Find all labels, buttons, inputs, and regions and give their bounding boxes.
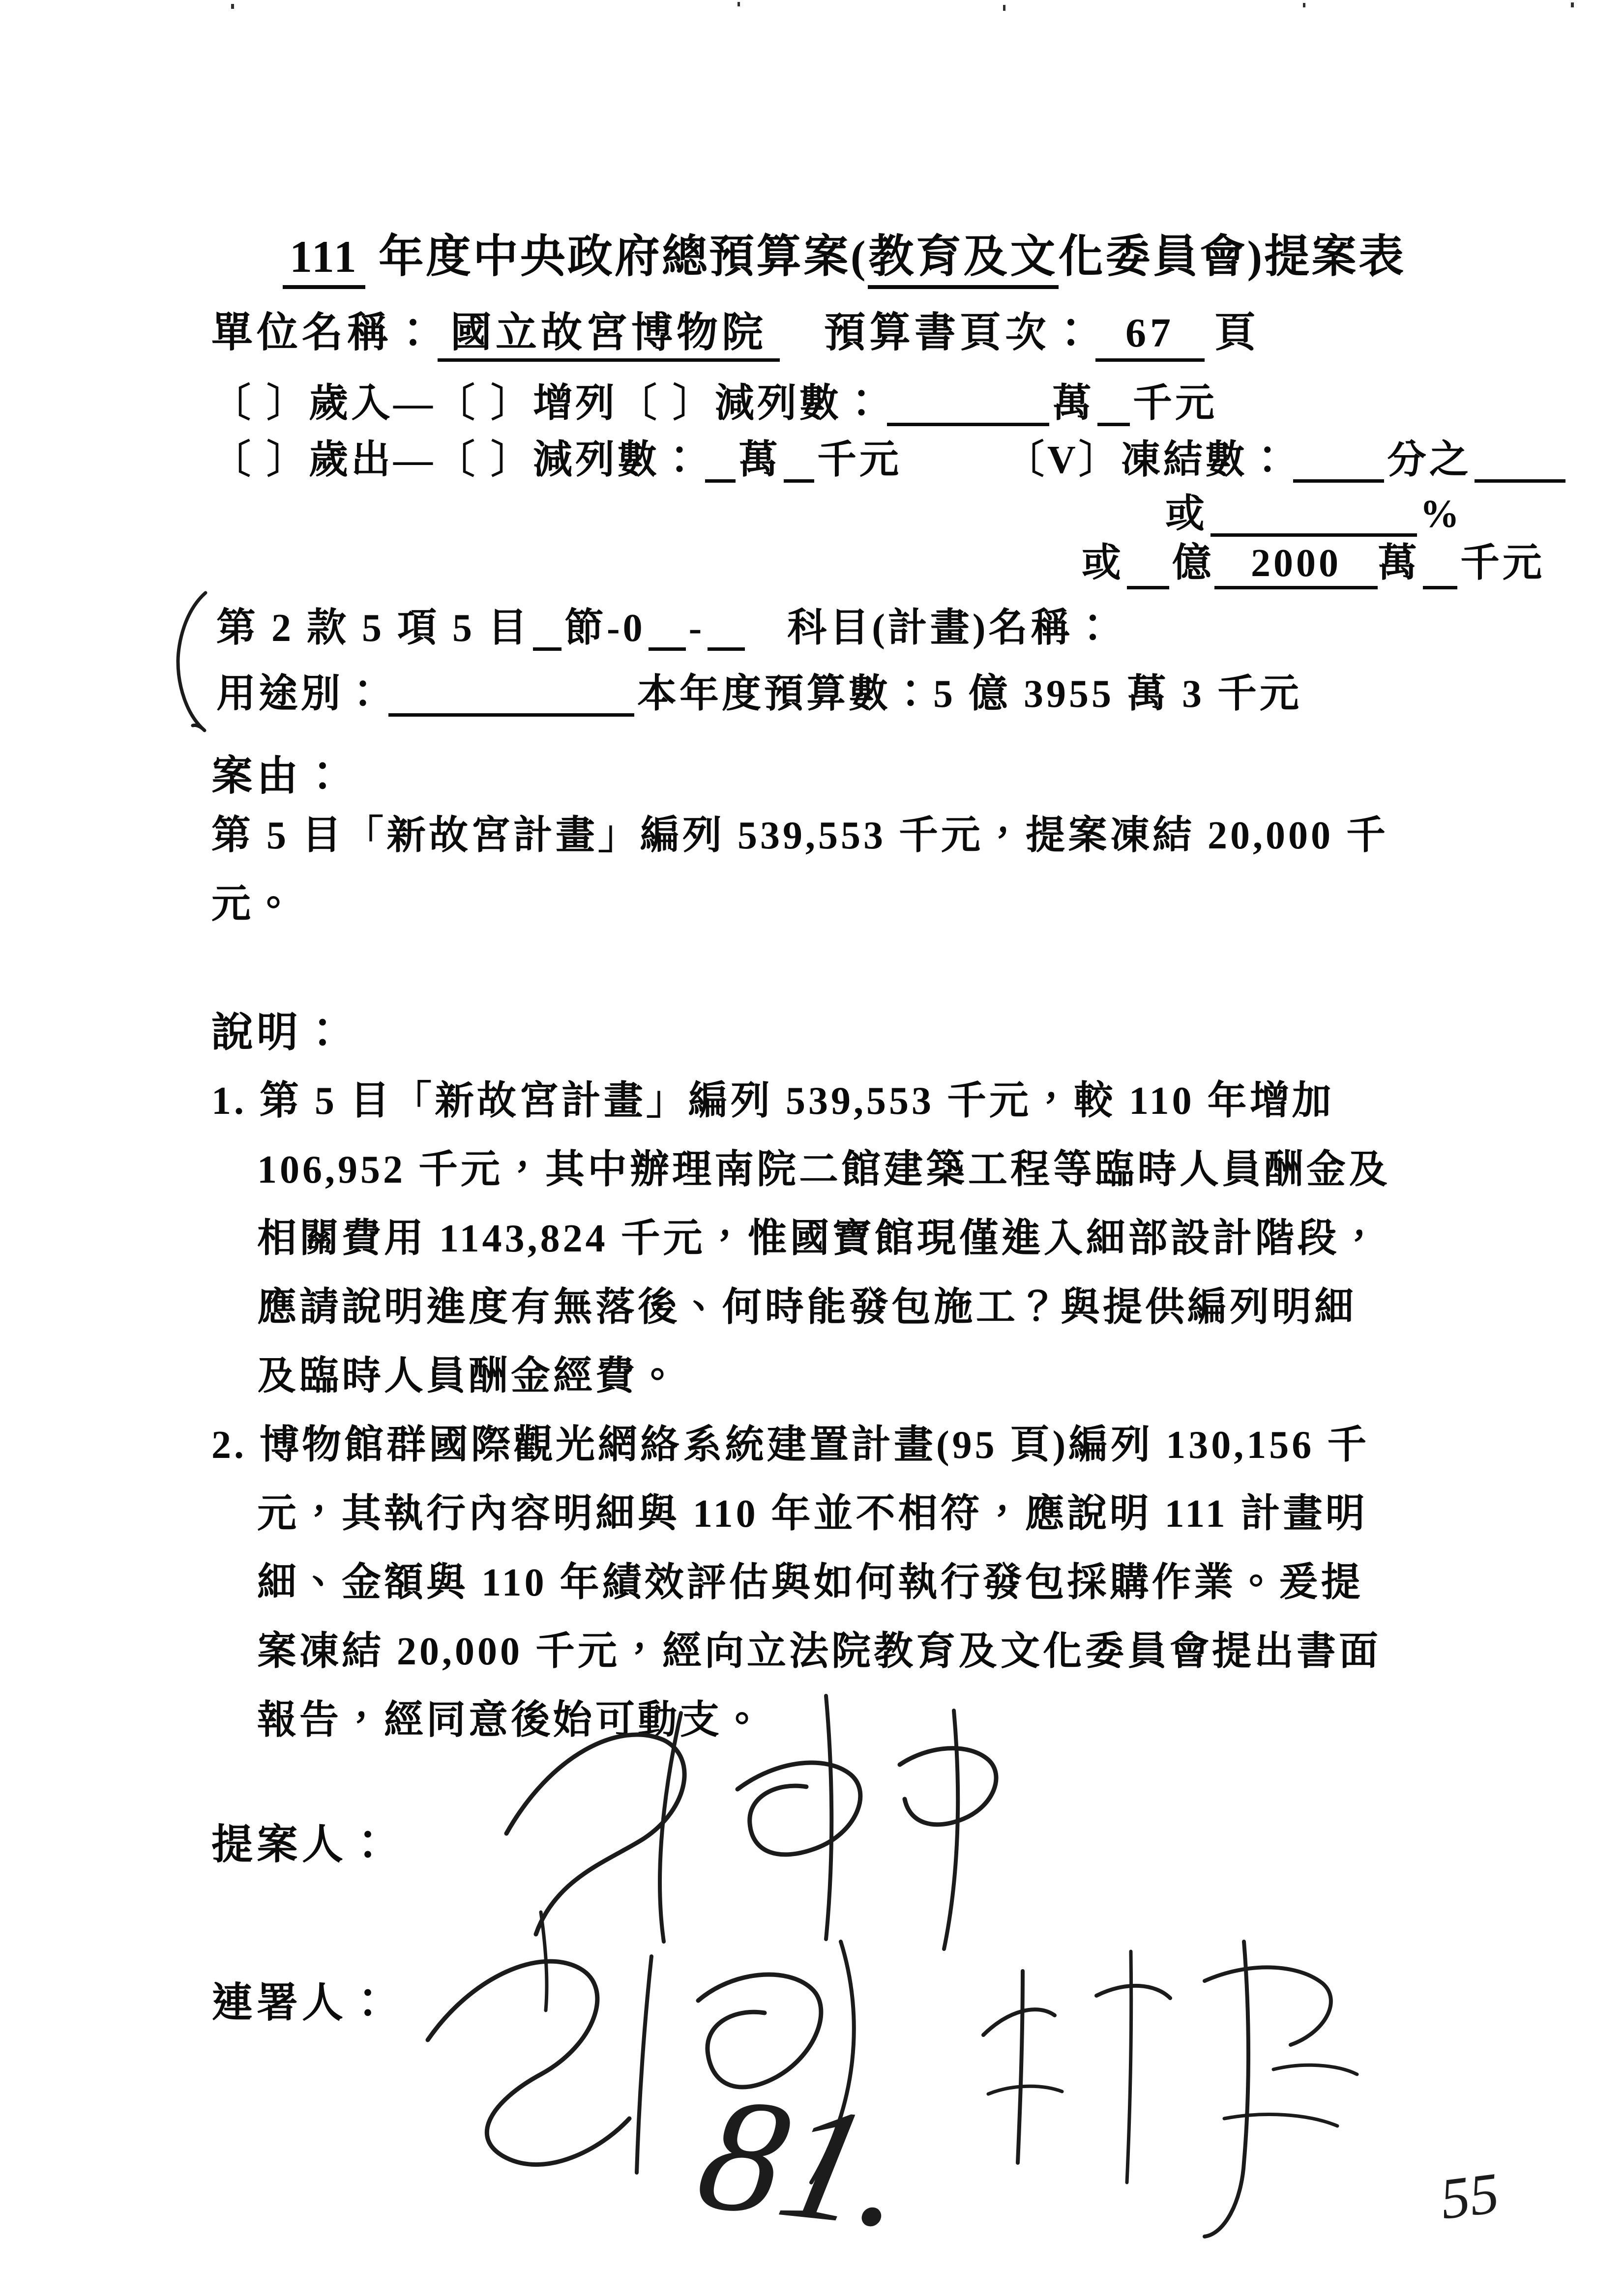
qianyuan-unit: 千元 — [817, 438, 902, 482]
blank-line — [1423, 549, 1457, 589]
blank-line — [533, 610, 561, 651]
item-jie-text: 節-0 — [564, 607, 646, 650]
case-header: 案由： — [211, 754, 348, 799]
unit-name-row — [211, 310, 1260, 362]
document-title — [283, 231, 1406, 289]
case-line: 第 5 目「新故宮計畫」編列 539,553 千元，提案凍結 20,000 千 — [211, 814, 1388, 857]
subject-name-label: 科目(計畫)名稱： — [787, 607, 1116, 650]
or-amount-row — [1082, 541, 1545, 589]
frozen-amount-value: 2000 — [1214, 541, 1378, 589]
blank-line — [1211, 496, 1417, 537]
blank-line — [887, 385, 1049, 426]
wan-unit: 萬 — [1052, 382, 1094, 425]
title-committee-underlined: 教育及文 — [868, 231, 1059, 289]
blank-line — [1097, 385, 1130, 426]
budget-page-label: 預算書頁次： — [824, 310, 1096, 356]
blank-line — [388, 676, 634, 717]
corner-page-number: 55 — [1437, 2160, 1503, 2232]
budget-item-row — [216, 606, 1116, 651]
freeze-checkbox-label: 〔V〕凍結數： — [1005, 438, 1290, 482]
usage-type-label: 用途別： — [216, 672, 385, 716]
scan-speck — [1003, 5, 1005, 11]
explanation-line: 106,952 千元，其中辦理南院二館建築工程等臨時人員酬金及 — [257, 1148, 1391, 1192]
unit-name-value: 國立故宮博物院 — [438, 310, 780, 362]
title-tail: 化委員會)提案表 — [1058, 232, 1406, 282]
blank-line — [705, 442, 736, 483]
proposer-label: 提案人： — [211, 1822, 393, 1868]
case-line: 元。 — [211, 883, 296, 926]
scan-speck — [1303, 3, 1305, 7]
explanation-header: 說明： — [211, 1010, 348, 1056]
revenue-row-text: 〔 〕歲入—〔 〕增列〔 〕減列數： — [211, 382, 884, 425]
annual-budget-value: 5 億 3955 萬 3 千元 — [933, 672, 1302, 716]
cosigner-label: 連署人： — [211, 1980, 393, 2026]
scan-speck — [231, 4, 234, 9]
expenditure-row — [211, 437, 1568, 483]
blank-line — [1127, 549, 1169, 589]
explanation-line: 應請說明進度有無落後、何時能發包施工？與提供編列明細 — [257, 1286, 1357, 1329]
explanation-line: 相關費用 1143,824 千元，惟國寶館現僅進入細部設計階段， — [257, 1217, 1382, 1260]
explanation-line: 細、金額與 110 年績效評估與如何執行發包採購作業。爰提 — [257, 1561, 1363, 1604]
usage-budget-row — [216, 671, 1302, 717]
expenditure-row-text: 〔 〕歲出—〔 〕減列數： — [211, 438, 702, 482]
or-text: 或 — [1082, 542, 1124, 585]
wan-unit: 萬 — [738, 438, 781, 482]
qianyuan-unit: 千元 — [1133, 382, 1217, 425]
explanation-line: 1. 第 5 目「新故宮計畫」編列 539,553 千元，較 110 年增加 — [211, 1079, 1334, 1123]
budget-page-suffix: 頁 — [1214, 310, 1260, 356]
blank-line — [1475, 442, 1565, 483]
item-dash: - — [688, 607, 705, 650]
fenzhi-text: 分之 — [1387, 438, 1472, 482]
cosigner-signature-image — [949, 1907, 1391, 2256]
explanation-line: 2. 博物館群國際觀光網絡系統建置計畫(95 頁)編列 130,156 千 — [211, 1424, 1370, 1467]
left-bracket-mark — [171, 589, 215, 736]
title-mid: 年度中央政府總預算案( — [365, 232, 868, 282]
blank-line — [784, 442, 814, 483]
scan-speck — [1571, 2, 1574, 7]
explanation-line: 元，其執行內容明細與 110 年並不相符，應說明 111 計畫明 — [257, 1492, 1368, 1536]
handwritten-number: 81. — [685, 2063, 924, 2262]
budget-page-value: 67 — [1095, 310, 1205, 362]
explanation-line: 報告，經同意後始可動支。 — [257, 1699, 765, 1742]
percent-sign: % — [1420, 493, 1462, 536]
or-text: 或 — [1165, 493, 1208, 536]
blank-line — [708, 610, 745, 651]
or-percent-row — [1165, 492, 1462, 537]
blank-line — [1293, 442, 1384, 483]
revenue-row — [211, 381, 1217, 426]
explanation-line: 及臨時人員酬金經費。 — [257, 1355, 680, 1398]
item-code-text: 第 2 款 5 項 5 目 — [216, 607, 530, 650]
unit-name-label: 單位名稱： — [211, 310, 438, 356]
qianyuan-unit: 千元 — [1460, 542, 1545, 585]
blank-line — [649, 610, 686, 651]
wan-unit: 萬 — [1378, 542, 1420, 585]
title-year: 111 — [283, 231, 365, 289]
yi-unit: 億 — [1172, 542, 1214, 585]
explanation-line: 案凍結 20,000 千元，經向立法院教育及文化委員會提出書面 — [257, 1630, 1381, 1673]
annual-budget-label: 本年度預算數： — [637, 672, 933, 716]
scan-speck — [738, 2, 740, 6]
